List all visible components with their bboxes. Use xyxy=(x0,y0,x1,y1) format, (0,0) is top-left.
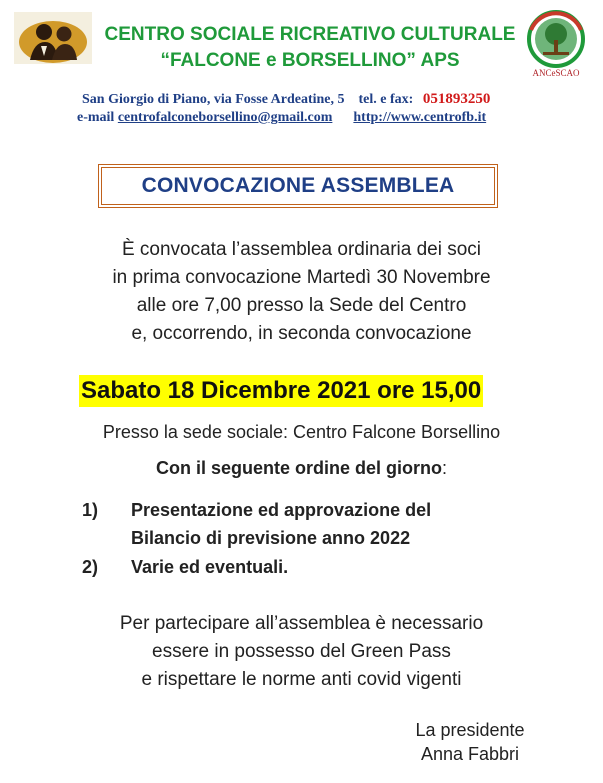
phone-label: tel. e fax: xyxy=(358,92,414,107)
meeting-date-highlight: Sabato 18 Dicembre 2021 ore 15,00 xyxy=(79,375,483,407)
signature-name: Anna Fabbri xyxy=(420,744,520,764)
agenda-item-number: 2) xyxy=(82,557,99,577)
agenda-intro xyxy=(0,458,603,479)
email-label: e-mail xyxy=(77,110,115,125)
contact-line xyxy=(77,110,486,126)
page-title: CONVOCAZIONE ASSEMBLEA xyxy=(101,167,495,205)
website-link[interactable]: http://www.centrofb.it xyxy=(353,110,487,125)
agenda-item-line: Varie ed eventuali. xyxy=(131,557,289,577)
ancescao-label: ANCeSCAO xyxy=(532,68,580,78)
convocation-paragraph xyxy=(0,236,603,348)
title-frame xyxy=(98,164,498,208)
org-name-line1: CENTRO SOCIALE RICREATIVO CULTURALE xyxy=(104,24,516,45)
address: San Giorgio di Piano, via Fosse Ardeatine, 5 xyxy=(82,92,345,107)
paragraph-line: È convocata l’assemblea ordinaria dei soci xyxy=(121,239,482,260)
covid-line: essere in possesso del Green Pass xyxy=(152,641,451,662)
paragraph-line: in prima convocazione Martedì 30 Novembre xyxy=(112,267,491,288)
covid-line: e rispettare le norme anti covid vigenti xyxy=(141,669,462,690)
agenda-item xyxy=(131,553,288,581)
paragraph-line: e, occorrendo, in seconda convocazione xyxy=(131,323,472,344)
agenda-item-number: 1) xyxy=(82,500,99,520)
email-link[interactable]: centrofalconeborsellino@gmail.com xyxy=(117,110,333,125)
signature-role: La presidente xyxy=(415,720,525,740)
falcone-borsellino-logo xyxy=(14,12,92,64)
covid-line: Per partecipare all’assemblea è necessario xyxy=(119,613,484,634)
address-line xyxy=(82,91,490,108)
agenda-intro-colon: : xyxy=(442,458,448,478)
paragraph-line: alle ore 7,00 presso la Sede del Centro xyxy=(136,295,467,316)
agenda-item-line: Bilancio di previsione anno 2022 xyxy=(131,528,411,548)
tree-emblem-icon xyxy=(525,10,587,70)
agenda-item xyxy=(131,496,431,552)
covid-notice xyxy=(0,610,603,694)
portrait-icon xyxy=(14,12,92,64)
phone-number: 051893250 xyxy=(422,91,491,107)
meeting-location: Presso la sede sociale: Centro Falcone Borsellino xyxy=(102,422,501,442)
agenda-intro-text: Con il seguente ordine del giorno xyxy=(155,458,442,478)
agenda-item-line: Presentazione ed approvazione del xyxy=(131,500,432,520)
org-name-line2: “FALCONE e BORSELLINO” APS xyxy=(160,50,460,71)
